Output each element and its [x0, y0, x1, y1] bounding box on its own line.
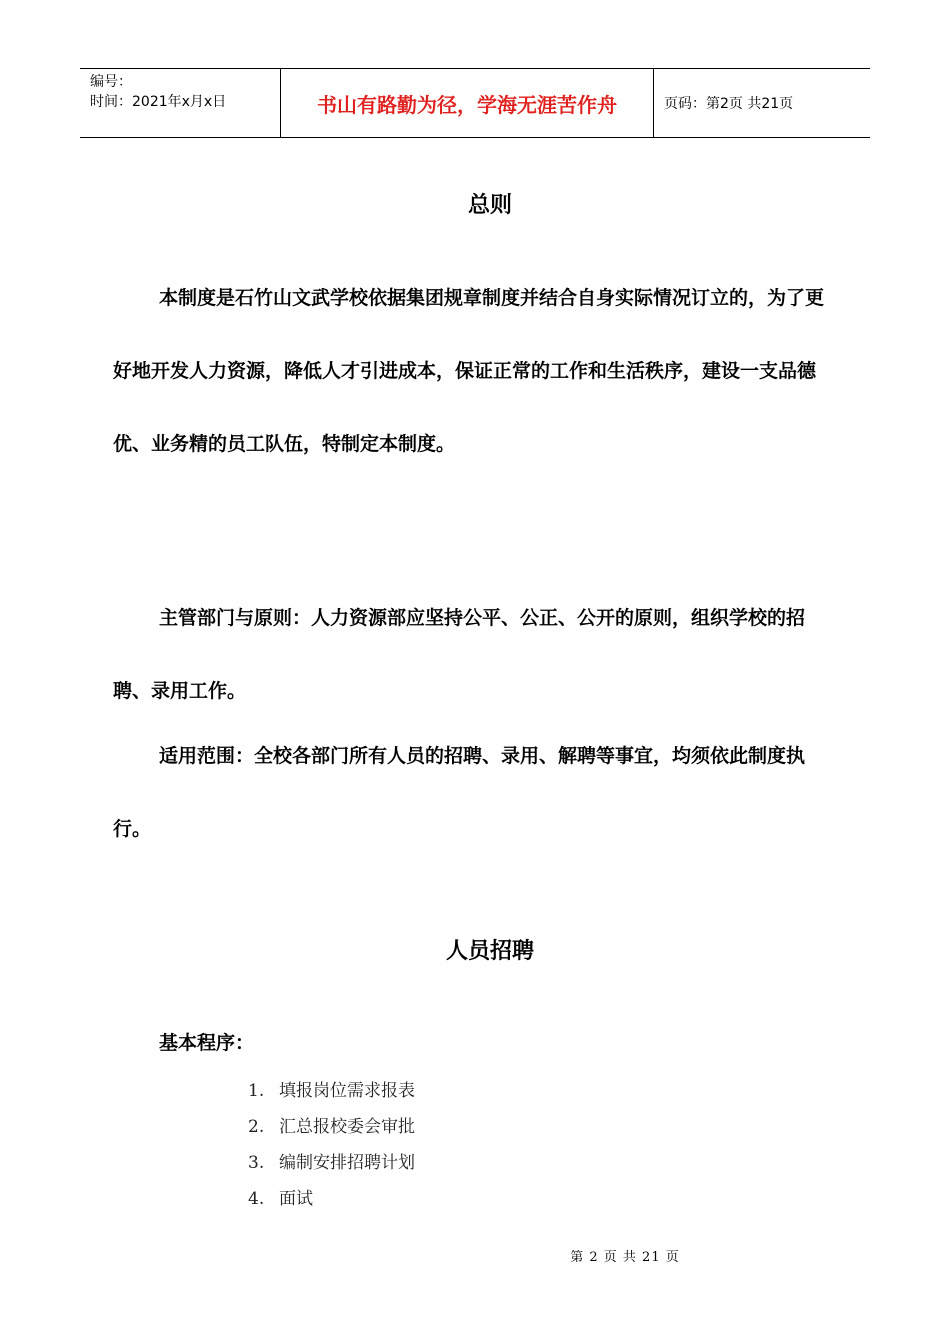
procedure-list — [248, 1076, 415, 1220]
page-header — [80, 68, 870, 138]
scope-paragraph: 适用范围：全校各部门所有人员的招聘、录用、解聘等事宜，均须依此制度执行。 — [113, 745, 806, 840]
procedure-label: 基本程序： — [159, 1032, 255, 1054]
header-meta — [80, 69, 281, 137]
step-text: 填报岗位需求报表 — [279, 1081, 415, 1101]
header-motto: 书山有路勤为径，学海无涯苦作舟 — [281, 69, 654, 137]
list-item — [248, 1076, 415, 1112]
time-label: 时间：2021年x月x日 — [90, 94, 227, 110]
step-text: 汇总报校委会审批 — [279, 1117, 415, 1137]
list-item — [248, 1184, 415, 1220]
number-label: 编号： — [90, 74, 132, 90]
header-page-info: 页码：第2页 共21页 — [664, 96, 794, 112]
list-item — [248, 1112, 415, 1148]
step-text: 编制安排招聘计划 — [279, 1153, 415, 1173]
step-text: 面试 — [279, 1189, 313, 1209]
step-number: 3. — [248, 1153, 265, 1173]
section-title-recruitment: 人员招聘 — [445, 939, 534, 964]
page-footer: 第 2 页 共 21 页 — [570, 1250, 680, 1265]
dept-principle-paragraph: 主管部门与原则：人力资源部应坚持公平、公正、公开的原则，组织学校的招聘、录用工作。 — [113, 607, 806, 702]
intro-paragraph: 本制度是石竹山文武学校依据集团规章制度并结合自身实际情况订立的，为了更好地开发人力资源，降低人才引进成本，保证正常的工作和生活秩序，建设一支品德优、业务精的员工队伍，特制定本制度。 — [113, 287, 825, 455]
step-number: 2. — [248, 1117, 265, 1137]
list-item — [248, 1148, 415, 1184]
step-number: 4. — [248, 1189, 265, 1209]
step-number: 1. — [248, 1081, 265, 1101]
section-title-general: 总则 — [467, 193, 512, 218]
